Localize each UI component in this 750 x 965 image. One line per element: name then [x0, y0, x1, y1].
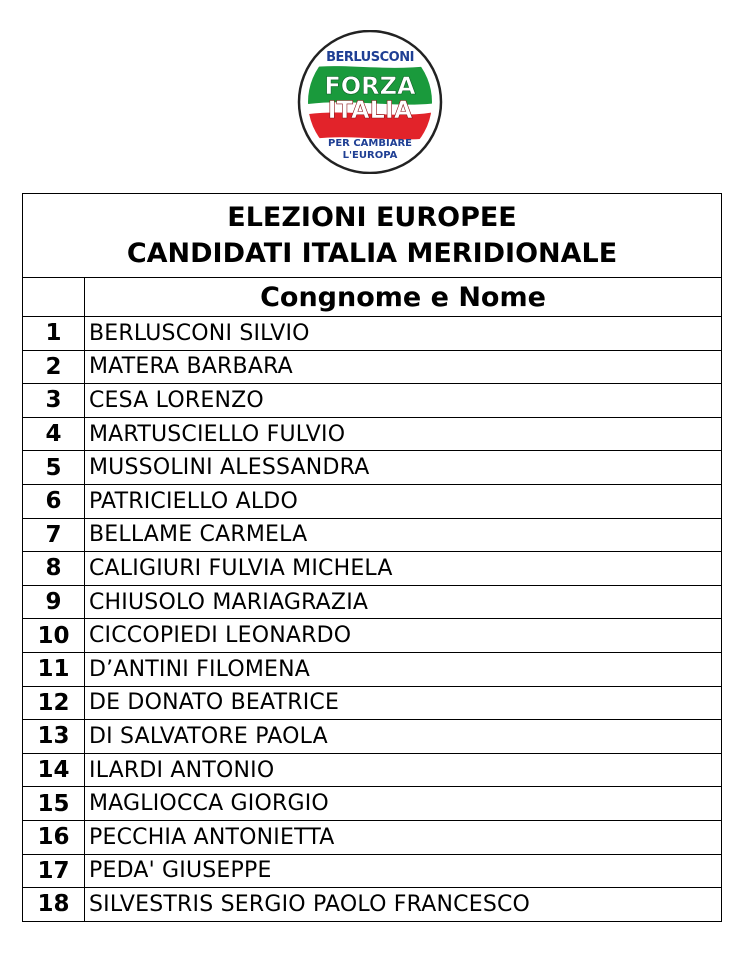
candidate-number: 8: [23, 552, 85, 586]
candidates-table: [22, 193, 722, 922]
header-num-cell: [23, 278, 85, 317]
candidate-number: 6: [23, 484, 85, 518]
table-row: [23, 619, 722, 653]
candidate-name: MUSSOLINI ALESSANDRA: [85, 451, 722, 485]
candidate-number: 5: [23, 451, 85, 485]
table-row: [23, 686, 722, 720]
candidate-number: 15: [23, 787, 85, 821]
candidate-number: 13: [23, 720, 85, 754]
candidate-number: 12: [23, 686, 85, 720]
candidate-number: 3: [23, 384, 85, 418]
title-line-2: CANDIDATI ITALIA MERIDIONALE: [126, 237, 618, 269]
table-row: [23, 888, 722, 922]
logo-bottom-line1: PER CAMBIARE: [328, 138, 412, 149]
table-row: [23, 451, 722, 485]
candidate-name: MAGLIOCCA GIORGIO: [85, 787, 722, 821]
candidate-number: 2: [23, 350, 85, 384]
logo-italia-text: ITALIA: [327, 96, 413, 124]
candidate-number: 14: [23, 753, 85, 787]
candidate-name: DE DONATO BEATRICE: [85, 686, 722, 720]
candidate-number: 7: [23, 518, 85, 552]
candidate-name: BERLUSCONI SILVIO: [85, 317, 722, 351]
header-row: [23, 278, 722, 317]
table-row: [23, 317, 722, 351]
candidate-name: SILVESTRIS SERGIO PAOLO FRANCESCO: [85, 888, 722, 922]
candidate-name: CESA LORENZO: [85, 384, 722, 418]
table-row: [23, 518, 722, 552]
table-row: [23, 585, 722, 619]
column-header: Congnome e Nome: [85, 278, 722, 317]
candidate-name: PECCHIA ANTONIETTA: [85, 820, 722, 854]
candidate-number: 4: [23, 417, 85, 451]
candidate-number: 18: [23, 888, 85, 922]
table-title: [23, 194, 722, 278]
table-row: [23, 753, 722, 787]
table-row: [23, 484, 722, 518]
table-row: [23, 417, 722, 451]
candidate-number: 1: [23, 317, 85, 351]
candidate-number: 10: [23, 619, 85, 653]
logo-forza-text: FORZA: [324, 72, 416, 100]
table-row: [23, 552, 722, 586]
candidate-number: 17: [23, 854, 85, 888]
candidate-name: PATRICIELLO ALDO: [85, 484, 722, 518]
candidate-name: CALIGIURI FULVIA MICHELA: [85, 552, 722, 586]
table-row: [23, 787, 722, 821]
candidate-name: ILARDI ANTONIO: [85, 753, 722, 787]
candidate-name: D’ANTINI FILOMENA: [85, 652, 722, 686]
candidate-name: CICCOPIEDI LEONARDO: [85, 619, 722, 653]
table-row: [23, 720, 722, 754]
table-row: [23, 854, 722, 888]
candidate-name: PEDA' GIUSEPPE: [85, 854, 722, 888]
table-row: [23, 820, 722, 854]
title-row: [23, 194, 722, 278]
candidate-name: BELLAME CARMELA: [85, 518, 722, 552]
logo-top-text: BERLUSCONI: [326, 50, 414, 65]
candidate-name: MARTUSCIELLO FULVIO: [85, 417, 722, 451]
candidate-name: MATERA BARBARA: [85, 350, 722, 384]
forza-italia-logo: [296, 30, 444, 174]
table-row: [23, 652, 722, 686]
candidate-number: 11: [23, 652, 85, 686]
table-row: [23, 384, 722, 418]
candidate-number: 9: [23, 585, 85, 619]
candidate-number: 16: [23, 820, 85, 854]
candidate-name: DI SALVATORE PAOLA: [85, 720, 722, 754]
table-row: [23, 350, 722, 384]
title-line-1: ELEZIONI EUROPEE: [227, 201, 517, 233]
logo-bottom-line2: L'EUROPA: [342, 150, 398, 161]
candidate-name: CHIUSOLO MARIAGRAZIA: [85, 585, 722, 619]
